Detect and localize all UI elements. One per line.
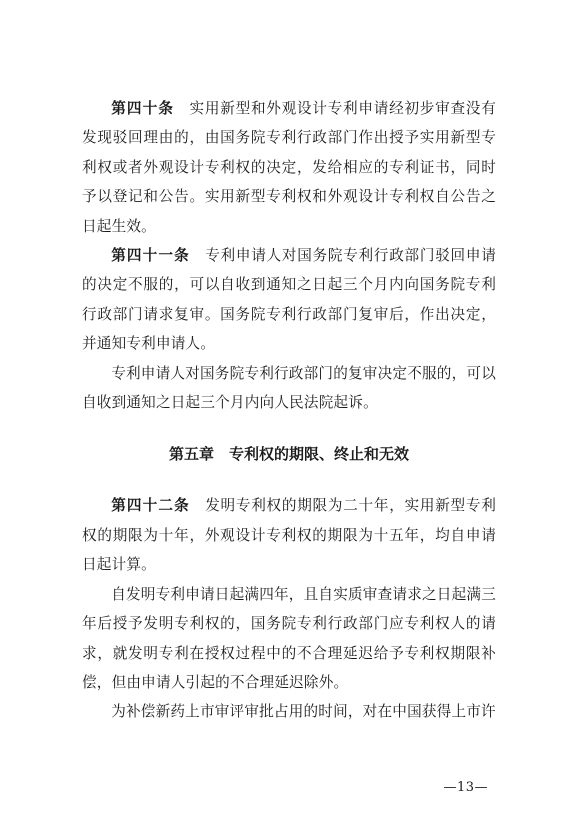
article-40-paragraph xyxy=(82,94,496,241)
document-body xyxy=(82,94,496,727)
article-41-paragraph-2: 专利申请人对国务院专利行政部门的复审决定不服的，可以自收到通知之日起三个月内向人民法院起诉。 xyxy=(82,364,496,412)
article-42-paragraph-2: 自发明专利申请日起满四年，且自实质审查请求之日起满三年后授予发明专利权的，国务院专利行政部门应专利权人的请求，就发明专利在授权过程中的不合理延迟给予专利权期限补偿，但由申请人引起的不合理延迟除外。 xyxy=(82,585,496,691)
article-40-text: 实用新型和外观设计专利申请经初步审查没有发现驳回理由的，由国务院专利行政部门作出授予实用新型专利权或者外观设计专利权的决定，发给相应的专利证书，同时予以登记和公告。实用新型专利权和外观设计专利权自公告之日起生效。 xyxy=(82,100,496,235)
article-41-text: 专利申请人对国务院专利行政部门驳回申请的决定不服的，可以自收到通知之日起三个月内向国务院专利行政部门请求复审。国务院专利行政部门复审后，作出决定，并通知专利申请人。 xyxy=(82,247,496,353)
article-41-paragraph xyxy=(82,241,496,359)
article-40-label: 第四十条 xyxy=(111,100,175,117)
article-42-label: 第四十二条 xyxy=(111,497,190,515)
article-42-paragraph-3: 为补偿新药上市审评审批占用的时间，对在中国获得上市许 xyxy=(111,703,496,721)
article-42-text: 发明专利权的期限为二十年，实用新型专利权的期限为十年，外观设计专利权的期限为十五年，均自申请日起计算。 xyxy=(82,497,496,574)
page-number: —13— xyxy=(443,780,488,795)
article-42-paragraph xyxy=(82,491,496,579)
article-41-label: 第四十一条 xyxy=(111,247,190,265)
chapter-5-title: 第五章 专利权的期限、终止和无效 xyxy=(168,445,409,464)
